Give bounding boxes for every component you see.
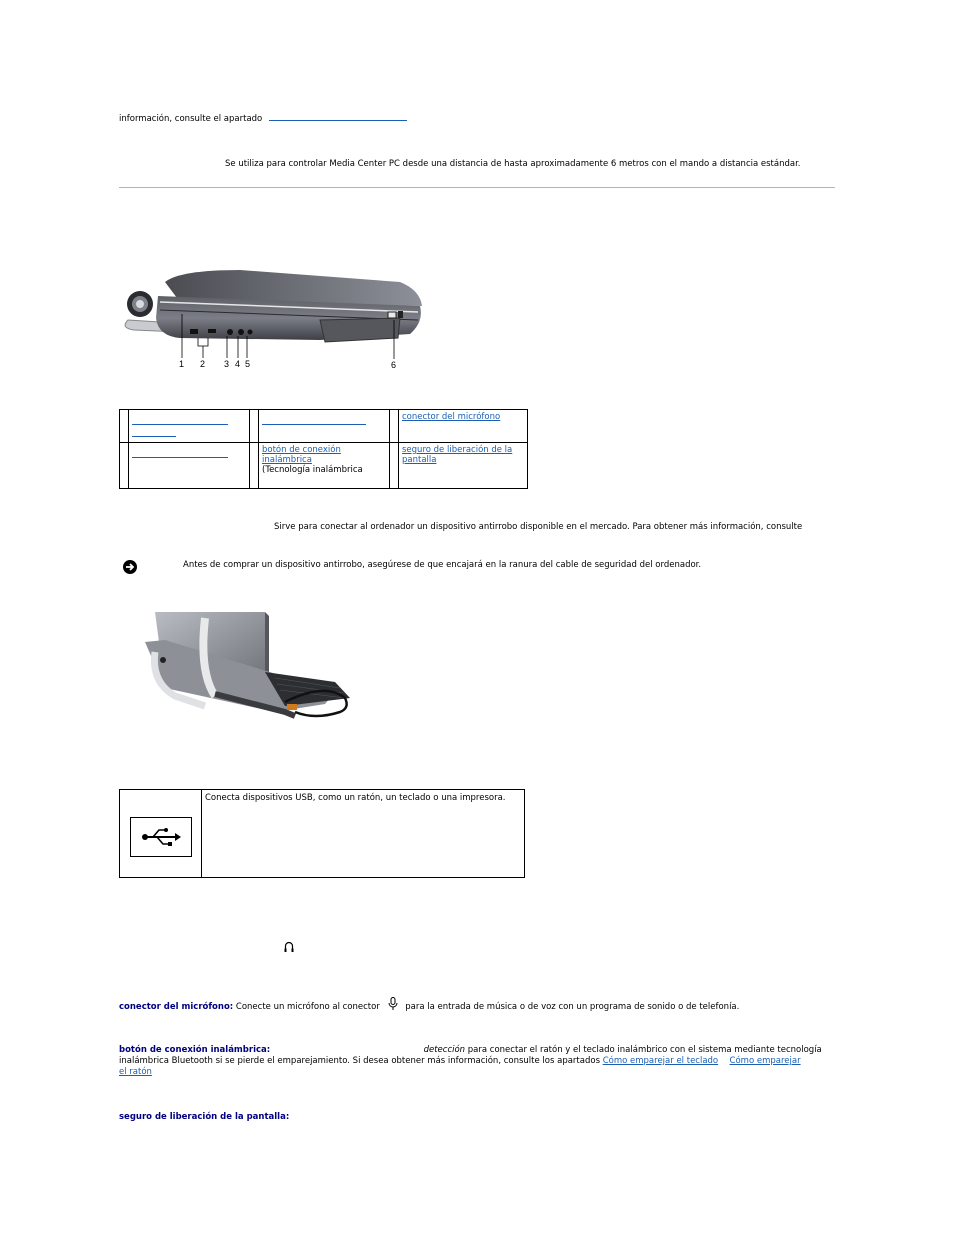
wireless-text2: inalámbrica Bluetooth si se pierde el emparejamiento. Si desea obtener más información, consulte los apartados [119, 1056, 600, 1066]
wireless-italic: detección [423, 1045, 466, 1055]
pair-keyboard-link[interactable]: Cómo emparejar el teclado [602, 1056, 719, 1066]
callout-cell [259, 443, 390, 489]
wireless-button-link[interactable]: botón de conexión inalámbrica [262, 445, 341, 465]
callout-1: 1 [179, 359, 185, 369]
callout-cell [250, 410, 259, 443]
mic-paragraph [119, 997, 739, 1013]
wireless-note: (Tecnología inalámbrica [262, 465, 363, 475]
computer-side-view-image [120, 262, 430, 372]
mic-connector-link[interactable]: conector del micrófono [402, 412, 501, 422]
info-prefix: información, consulte el apartado [119, 114, 263, 124]
pair-mouse-link[interactable]: Cómo emparejar [729, 1056, 801, 1066]
headphone-icon [284, 941, 294, 953]
pair-mouse-link-cont[interactable]: el ratón [119, 1067, 152, 1077]
notice-icon [123, 560, 137, 574]
usb-icon-frame [130, 817, 192, 857]
callout-6: 6 [391, 360, 397, 370]
usb-description-cell [202, 790, 525, 878]
callout-5: 5 [245, 359, 251, 369]
wireless-term: botón de conexión inalámbrica: [119, 1045, 271, 1055]
headphone-link[interactable] [262, 416, 366, 425]
usb-icon-cell [120, 790, 202, 878]
notice-text: Antes de comprar un dispositivo antirrobo, asegúrese de que encajará en la ranura del cable de seguridad del ordenador. [183, 560, 702, 570]
callout-cell [259, 410, 390, 443]
callout-2: 2 [200, 359, 206, 369]
callout-cell [399, 410, 528, 443]
display-release-link-cont[interactable]: pantalla [402, 455, 437, 465]
microphone-icon [388, 997, 398, 1011]
usb-description: Conecta dispositivos USB, como un ratón, un teclado o una impresora. [205, 793, 506, 803]
mic-term: conector del micrófono: [119, 1002, 234, 1012]
callout-cell [120, 410, 129, 443]
callout-cell [390, 443, 399, 489]
security-description: Sirve para conectar al ordenador un dispositivo antirrobo disponible en el mercado. Para obtener más información, consulte [274, 522, 803, 532]
callout-3: 3 [224, 359, 230, 369]
wireless-text1: para conectar el ratón y el teclado inalámbrico con el sistema mediante tecnología [467, 1045, 822, 1055]
callout-cell [129, 410, 250, 443]
callout-cell [129, 443, 250, 489]
callout-4: 4 [235, 359, 241, 369]
section-divider [119, 187, 835, 188]
callout-cell [390, 410, 399, 443]
mic-text-after: para la entrada de música o de voz con un programa de sonido o de telefonía. [405, 1002, 740, 1012]
security-slot-link-cont[interactable] [132, 428, 176, 437]
mic-text-before: Conecte un micrófono al conector [235, 1002, 380, 1012]
callout-cell [120, 443, 129, 489]
usb-icon [141, 827, 181, 847]
info-link[interactable] [269, 112, 407, 121]
release-term: seguro de liberación de la pantalla: [119, 1112, 290, 1122]
wireless-paragraph [119, 1045, 835, 1078]
release-paragraph [119, 1112, 289, 1123]
callout-table [119, 409, 528, 489]
cable-lock-image [135, 612, 355, 730]
callout-cell [399, 443, 528, 489]
info-line [119, 112, 407, 125]
display-release-link[interactable]: seguro de liberación de la [402, 445, 513, 455]
usb-table [119, 789, 525, 878]
callout-cell [250, 443, 259, 489]
usb-link[interactable] [132, 449, 228, 458]
remote-description: Se utiliza para controlar Media Center PC desde una distancia de hasta aproximadamente 6 metros con el mando a distancia estándar. [225, 159, 801, 169]
security-slot-link[interactable] [132, 416, 228, 425]
